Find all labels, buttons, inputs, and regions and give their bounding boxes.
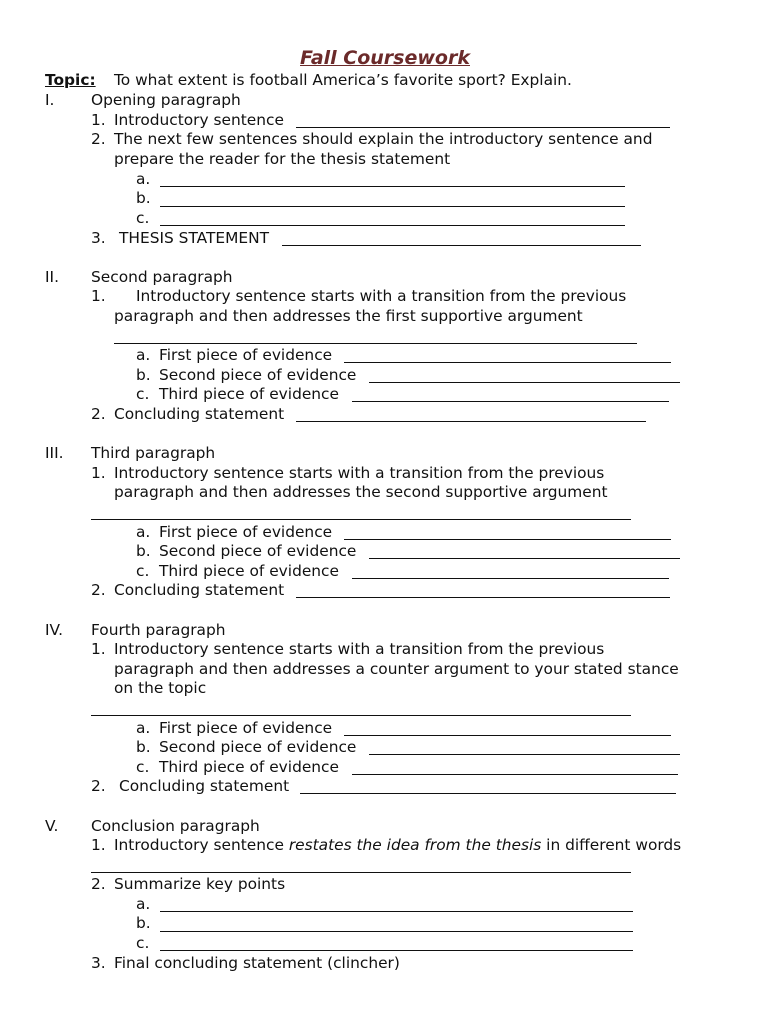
answer-blank[interactable] [369,382,680,383]
section-i-heading [0,90,770,110]
evidence-text: Third piece of evidence [159,562,339,580]
item-text: Introductory sentence starts with a transition from the previous [136,287,627,305]
s5-sub-b [0,913,770,933]
s4-intro [0,639,770,659]
section-iv-heading [0,620,770,640]
page-title: Fall Coursework [300,47,470,69]
section-numeral: V. [45,817,59,835]
answer-blank[interactable] [282,245,641,246]
evidence-text: Third piece of evidence [159,758,339,776]
answer-blank[interactable] [300,793,676,794]
item-number: 2. [91,875,106,893]
item-number: 1. [91,464,106,482]
s1-item-2-cont [0,149,770,169]
s1-sub-b [0,188,770,208]
answer-blank[interactable] [344,539,671,540]
item-number: 3. [91,229,106,247]
intro-pre: Introductory sentence [114,836,289,854]
item-number: 2. [91,130,106,148]
sub-label: a. [136,895,151,913]
answer-blank[interactable] [369,754,680,755]
answer-blank[interactable] [296,421,646,422]
evidence-text: Second piece of evidence [159,738,357,756]
answer-blank[interactable] [91,715,631,716]
answer-blank[interactable] [344,362,671,363]
item-text: Concluding statement [119,777,290,795]
item-number: 3. [91,954,106,972]
thesis-label: THESIS STATEMENT [119,229,270,247]
sub-label: a. [136,719,151,737]
section-iii-heading [0,443,770,463]
s1-item-2 [0,129,770,149]
sub-label: b. [136,738,151,756]
sub-label: c. [136,209,150,227]
section-heading: Conclusion paragraph [91,817,260,835]
sub-label: b. [136,366,151,384]
topic-text: To what extent is football America’s favorite sport? Explain. [114,71,572,89]
s3-intro [0,463,770,483]
item-text: on the topic [114,679,207,697]
item-number: 1. [91,287,106,305]
answer-blank[interactable] [160,225,625,226]
answer-blank[interactable] [296,597,670,598]
answer-blank[interactable] [114,343,637,344]
intro-emphasis: restates the idea from the thesis [288,836,542,854]
item-number: 1. [91,836,106,854]
sub-label: b. [136,542,151,560]
item-text: paragraph and then addresses a counter argument to your stated stance [114,660,679,678]
item-text: paragraph and then addresses the first supportive argument [114,307,583,325]
item-text: Introductory sentence starts with a transition from the previous [114,464,605,482]
item-number: 1. [91,111,106,129]
s4-intro-cont [0,659,770,679]
evidence-text: First piece of evidence [159,346,333,364]
answer-blank[interactable] [352,578,669,579]
s2-intro [0,286,770,306]
item-text: Introductory sentence [114,111,284,129]
section-heading: Third paragraph [91,444,216,462]
item-number: 2. [91,777,106,795]
s3-intro-cont [0,482,770,502]
evidence-text: Third piece of evidence [159,385,339,403]
answer-blank[interactable] [369,558,680,559]
item-number: 1. [91,640,106,658]
sub-label: b. [136,914,151,932]
s4-intro-cont2 [0,678,770,698]
answer-blank[interactable] [160,950,633,951]
item-text: The next few sentences should explain the introductory sentence and [114,130,653,148]
item-number: 2. [91,405,106,423]
section-ii-heading [0,267,770,287]
answer-blank[interactable] [160,931,633,932]
s2-intro-cont [0,306,770,326]
answer-blank[interactable] [352,774,678,775]
item-text: Final concluding statement (clincher) [114,954,400,972]
sub-label: c. [136,934,150,952]
sub-label: c. [136,385,150,403]
sub-label: a. [136,523,151,541]
intro-post: in different words [541,836,682,854]
topic-line [0,70,770,90]
sub-label: b. [136,189,151,207]
evidence-text: First piece of evidence [159,719,333,737]
s5-intro [0,835,770,855]
evidence-text: Second piece of evidence [159,542,357,560]
item-text: Introductory sentence starts with a transition from the previous [114,640,605,658]
answer-blank[interactable] [91,872,631,873]
answer-blank[interactable] [160,206,625,207]
section-numeral: II. [45,268,59,286]
answer-blank[interactable] [91,519,631,520]
s5-intro-text [114,835,681,855]
section-heading: Fourth paragraph [91,621,226,639]
answer-blank[interactable] [160,911,633,912]
evidence-text: First piece of evidence [159,523,333,541]
section-numeral: IV. [45,621,63,639]
s5-final [0,953,770,973]
topic-label: Topic: [45,71,96,89]
answer-blank[interactable] [160,186,625,187]
item-text: Summarize key points [114,875,286,893]
sub-label: a. [136,170,151,188]
answer-blank[interactable] [296,127,670,128]
sub-label: a. [136,346,151,364]
item-number: 2. [91,581,106,599]
sub-label: c. [136,562,150,580]
item-text: prepare the reader for the thesis statement [114,150,451,168]
answer-blank[interactable] [352,401,669,402]
item-text: paragraph and then addresses the second supportive argument [114,483,608,501]
evidence-text: Second piece of evidence [159,366,357,384]
section-v-heading [0,816,770,836]
answer-blank[interactable] [344,735,671,736]
section-heading: Second paragraph [91,268,233,286]
s5-summary [0,874,770,894]
section-numeral: III. [45,444,64,462]
item-text: Concluding statement [114,581,285,599]
section-heading: Opening paragraph [91,91,241,109]
item-text: Concluding statement [114,405,285,423]
sub-label: c. [136,758,150,776]
section-numeral: I. [45,91,55,109]
